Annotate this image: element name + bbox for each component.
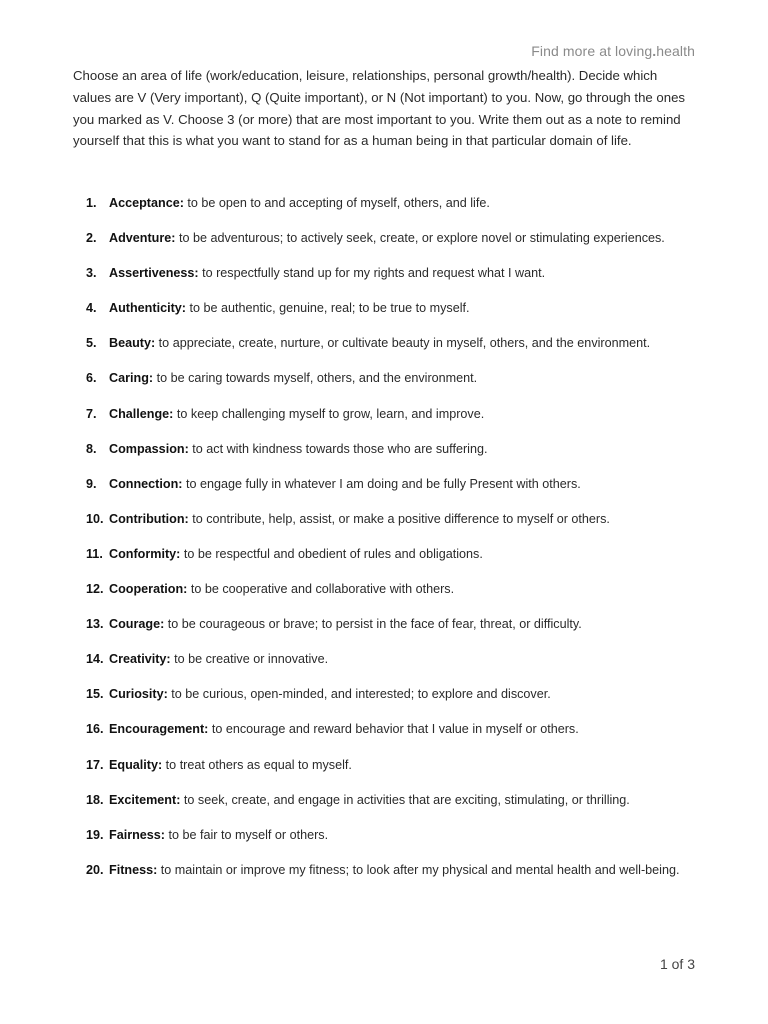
value-name: Creativity: <box>109 652 171 667</box>
value-name: Challenge: <box>109 406 174 421</box>
value-name: Cooperation: <box>109 582 188 597</box>
value-number: 8. <box>86 441 97 456</box>
value-description: to appreciate, create, nurture, or cultivate beauty in myself, others, and the environment. <box>155 336 651 351</box>
value-name: Beauty: <box>109 336 156 351</box>
value-name: Equality: <box>109 757 163 772</box>
value-name: Compassion: <box>109 441 189 456</box>
value-name: Adventure: <box>109 231 176 246</box>
value-description: to be caring towards myself, others, and the environment. <box>153 371 478 386</box>
value-item <box>73 863 698 898</box>
value-description: to encourage and reward behavior that I value in myself or others. <box>208 722 579 737</box>
value-number: 6. <box>86 371 97 386</box>
value-description: to act with kindness towards those who are suffering. <box>188 441 488 456</box>
value-number: 16. <box>86 722 104 737</box>
value-description: to seek, create, and engage in activities that are exciting, stimulating, or thrilling. <box>180 792 630 807</box>
value-name: Assertiveness: <box>109 266 199 281</box>
value-name: Acceptance: <box>109 196 184 210</box>
attribution-dot: . <box>652 43 657 59</box>
value-number: 18. <box>86 792 104 807</box>
value-description: to treat others as equal to myself. <box>162 757 352 772</box>
value-description: to contribute, help, assist, or make a positive difference to myself or others. <box>188 511 610 526</box>
value-number: 10. <box>86 511 104 526</box>
value-description: to be curious, open-minded, and interested; to explore and discover. <box>167 687 551 702</box>
value-number: 11. <box>86 546 103 561</box>
value-item <box>73 722 698 757</box>
value-name: Fairness: <box>109 827 165 842</box>
value-name: Fitness: <box>109 862 158 877</box>
page-indicator: 1 of 3 <box>659 956 695 972</box>
value-name: Encouragement: <box>109 722 209 737</box>
value-name: Contribution: <box>109 511 189 526</box>
value-item <box>73 477 698 512</box>
value-number: 4. <box>86 301 97 316</box>
value-number: 12. <box>86 582 104 597</box>
value-item <box>73 547 698 582</box>
value-description: to respectfully stand up for my rights and request what I want. <box>198 266 546 281</box>
value-description: to be creative or innovative. <box>170 652 329 667</box>
value-description: to be respectful and obedient of rules and obligations. <box>180 546 483 561</box>
value-description: to be courageous or brave; to persist in the face of fear, threat, or difficulty. <box>164 617 582 632</box>
value-item <box>73 442 698 477</box>
value-number: 9. <box>86 476 97 491</box>
value-description: to maintain or improve my fitness; to look after my physical and mental health and well-being. <box>157 862 680 877</box>
attribution-suffix: health <box>656 43 695 59</box>
value-name: Conformity: <box>109 546 181 561</box>
value-number: 3. <box>86 266 97 281</box>
site-attribution <box>531 43 695 59</box>
value-item <box>73 828 698 863</box>
value-description: to be cooperative and collaborative with others. <box>187 582 455 597</box>
value-description: to be adventurous; to actively seek, create, or explore novel or stimulating experiences. <box>175 231 665 246</box>
attribution-prefix: Find more at loving <box>531 43 653 59</box>
value-name: Excitement: <box>109 792 181 807</box>
value-description: to be fair to myself or others. <box>165 827 329 842</box>
value-number: 2. <box>86 231 97 246</box>
value-name: Courage: <box>109 617 165 632</box>
value-name: Caring: <box>109 371 154 386</box>
value-item <box>73 582 698 617</box>
value-item <box>73 266 698 301</box>
value-description: to be open to and accepting of myself, others, and life. <box>183 196 490 210</box>
value-item <box>73 758 698 793</box>
value-item <box>73 231 698 266</box>
value-number: 7. <box>86 406 97 421</box>
value-description: to be authentic, genuine, real; to be true to myself. <box>185 301 470 316</box>
value-number: 1. <box>86 196 97 210</box>
value-name: Curiosity: <box>109 687 168 702</box>
value-number: 17. <box>86 757 104 772</box>
value-item <box>73 407 698 442</box>
value-number: 5. <box>86 336 97 351</box>
value-item <box>73 617 698 652</box>
value-name: Connection: <box>109 476 183 491</box>
values-list <box>73 196 698 898</box>
value-description: to keep challenging myself to grow, learn, and improve. <box>173 406 485 421</box>
value-item <box>73 371 698 406</box>
value-number: 20. <box>86 862 104 877</box>
value-number: 19. <box>86 827 104 842</box>
value-item <box>73 652 698 687</box>
value-item <box>73 793 698 828</box>
value-item <box>73 687 698 722</box>
value-item <box>73 336 698 371</box>
value-number: 14. <box>86 652 104 667</box>
value-item <box>73 301 698 336</box>
value-item <box>73 196 698 231</box>
intro-paragraph: Choose an area of life (work/education, leisure, relationships, personal growth/health). Decide which values are V (Very important), Q (Quite important), or N (Not important) to you. Now, go through the ones you marked as V. Choose 3 (or more) that are most important to you. Write them out as a note to remind yourself that this is what you want to stand for as a human being in that particular domain of life. <box>73 68 686 149</box>
value-item <box>73 512 698 547</box>
value-number: 15. <box>86 687 104 702</box>
value-description: to engage fully in whatever I am doing and be fully Present with others. <box>182 476 581 491</box>
value-name: Authenticity: <box>109 301 186 316</box>
value-number: 13. <box>86 617 104 632</box>
